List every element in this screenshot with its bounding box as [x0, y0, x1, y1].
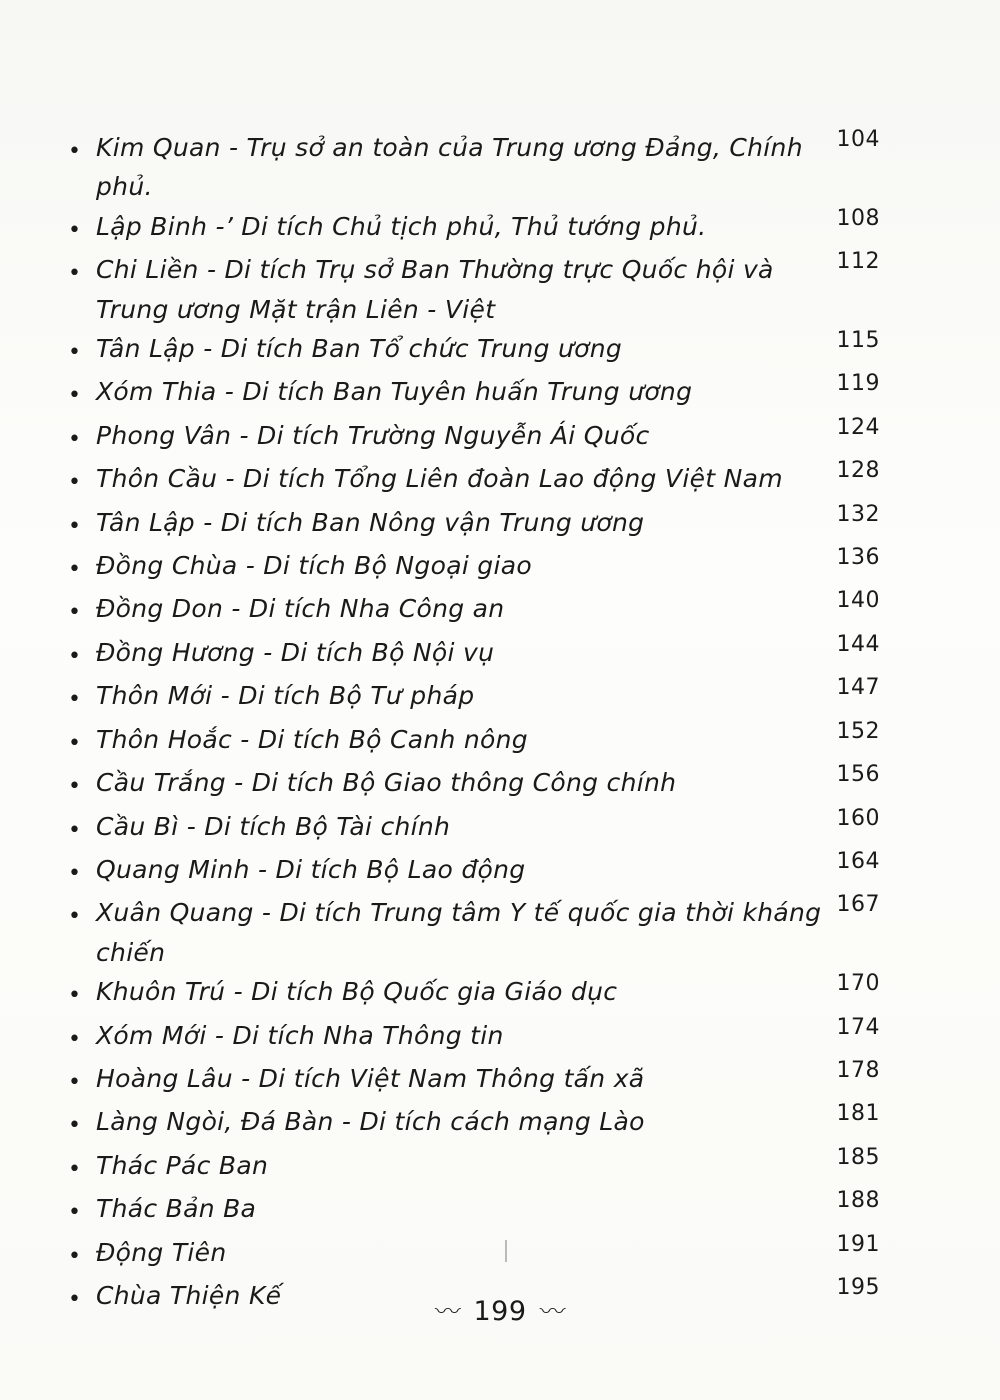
toc-entry-title: Thác Pác Ban — [96, 1150, 269, 1180]
toc-entry-page: 112 — [836, 249, 880, 275]
toc-entry-page: 136 — [836, 545, 880, 571]
flourish-left-icon: 〰 — [434, 1298, 462, 1323]
toc-entry — [68, 633, 938, 676]
toc-entry-title: Cầu Trắng - Di tích Bộ Giao thông Công chính — [96, 768, 677, 798]
toc-entry-page: 170 — [836, 971, 880, 997]
bullet-icon: • — [68, 383, 82, 409]
toc-entry — [68, 972, 938, 1015]
toc-entry-page: 160 — [836, 805, 880, 831]
toc-entry-page: 124 — [836, 414, 880, 440]
page-number: 199 — [473, 1296, 527, 1327]
toc-entry — [68, 416, 938, 459]
bullet-icon: • — [68, 139, 82, 164]
toc-entry — [68, 1059, 938, 1102]
bullet-icon: • — [68, 904, 82, 930]
toc-entry-page: 164 — [836, 848, 880, 874]
toc-entry — [68, 1189, 938, 1232]
bullet-icon: • — [68, 774, 82, 800]
toc-entry — [68, 807, 938, 850]
toc-entry — [68, 893, 938, 972]
toc-entry-title: Động Tiên — [96, 1237, 227, 1267]
bullet-icon: • — [68, 557, 82, 583]
toc-entry — [68, 1146, 938, 1189]
bullet-icon: • — [68, 817, 82, 843]
bullet-icon: • — [68, 1069, 82, 1095]
bullet-icon: • — [68, 983, 82, 1009]
toc-entry-page: 185 — [836, 1144, 880, 1170]
toc-entry-title: Xuân Quang - Di tích Trung tâm Y tế quốc gia thời kháng chiến — [96, 898, 822, 967]
toc-entry — [68, 546, 938, 589]
bullet-icon: • — [68, 687, 82, 713]
toc-entry-title: Tân Lập - Di tích Ban Tổ chức Trung ương — [96, 334, 623, 364]
toc-entry-page: 104 — [836, 127, 880, 152]
toc-entry — [68, 1016, 938, 1059]
toc-entry-page: 178 — [836, 1057, 880, 1083]
bullet-icon: • — [68, 1113, 82, 1139]
toc-entry-page: 191 — [836, 1231, 880, 1257]
bullet-icon: • — [68, 217, 82, 243]
toc-entry-page: 152 — [836, 718, 880, 744]
toc-entry — [68, 676, 938, 719]
toc-entry-page: 181 — [836, 1101, 880, 1127]
toc-entry-title: Xóm Mới - Di tích Nha Thông tin — [96, 1020, 504, 1050]
toc-entry-title: Làng Ngòi, Đá Bàn - Di tích cách mạng Lào — [96, 1107, 645, 1137]
toc-entry-title: Cầu Bì - Di tích Bộ Tài chính — [96, 811, 451, 841]
toc-entry — [68, 372, 938, 415]
bullet-icon: • — [68, 340, 82, 366]
toc-entry-title: Tân Lập - Di tích Ban Nông vận Trung ương — [96, 507, 645, 537]
bullet-icon: • — [68, 513, 82, 539]
toc-entry — [68, 503, 938, 546]
toc-entry-page: 140 — [836, 588, 880, 614]
toc-entry-page: 156 — [836, 762, 880, 788]
toc-entry-title: Hoàng Lâu - Di tích Việt Nam Thông tấn xã — [96, 1063, 645, 1093]
bullet-icon: • — [68, 1156, 82, 1182]
bullet-icon: • — [68, 426, 82, 452]
toc-entry-page: 128 — [836, 458, 880, 484]
bullet-icon: • — [68, 1286, 82, 1312]
toc-entry-title: Khuôn Trú - Di tích Bộ Quốc gia Giáo dục — [96, 977, 618, 1007]
bullet-icon: • — [68, 1243, 82, 1269]
toc-entry — [68, 250, 938, 329]
toc-entry — [68, 207, 938, 250]
toc-entry — [68, 459, 938, 502]
toc-entry-title: Chi Liền - Di tích Trụ sở Ban Thường trực Quốc hội và Trung ương Mặt trận Liên - Việt — [96, 255, 774, 324]
toc-entry-page: 147 — [836, 675, 880, 701]
toc-entry-page: 119 — [836, 371, 880, 397]
toc-entry-page: 108 — [836, 205, 880, 231]
toc-entry-title: Thôn Cầu - Di tích Tổng Liên đoàn Lao động Việt Nam — [96, 464, 783, 494]
toc-entry-page: 167 — [836, 892, 880, 918]
toc-entry — [68, 128, 938, 207]
toc-entry-page: 195 — [836, 1274, 880, 1300]
toc-entry-title: Thác Bản Ba — [96, 1194, 257, 1224]
toc-entry — [68, 763, 938, 806]
toc-entry-title: Đồng Hương - Di tích Bộ Nội vụ — [96, 637, 495, 667]
flourish-right-icon: 〰 — [538, 1298, 566, 1323]
page-footer — [0, 1292, 1000, 1333]
bullet-icon: • — [68, 470, 82, 496]
toc-entry-title: Chùa Thiện Kế — [96, 1280, 282, 1310]
toc-entry-page: 188 — [836, 1188, 880, 1214]
toc-entry — [68, 329, 938, 372]
bullet-icon: • — [68, 600, 82, 626]
bullet-icon: • — [68, 261, 82, 287]
print-speck — [505, 1240, 507, 1262]
toc-entry — [68, 850, 938, 893]
toc-entry-title: Xóm Thia - Di tích Ban Tuyên huấn Trung ương — [96, 377, 693, 407]
bullet-icon: • — [68, 643, 82, 669]
toc-entry — [68, 720, 938, 763]
bullet-icon: • — [68, 1200, 82, 1226]
toc-entry-title: Lập Binh -’ Di tích Chủ tịch phủ, Thủ tướng phủ. — [96, 211, 707, 241]
toc-entry — [68, 1233, 938, 1276]
toc-entry-title: Đồng Chùa - Di tích Bộ Ngoại giao — [96, 551, 532, 581]
toc-entry-page: 115 — [836, 328, 880, 354]
toc-entry-title: Đồng Don - Di tích Nha Công an — [96, 594, 505, 624]
toc-entry-page: 132 — [836, 501, 880, 527]
toc-entry-page: 174 — [836, 1014, 880, 1040]
toc-entry-title: Thôn Mới - Di tích Bộ Tư pháp — [96, 681, 475, 711]
bullet-icon: • — [68, 730, 82, 756]
toc-entry-title: Quang Minh - Di tích Bộ Lao động — [96, 854, 526, 884]
toc-entry-title: Thôn Hoắc - Di tích Bộ Canh nông — [96, 724, 528, 754]
table-of-contents — [68, 128, 938, 1319]
bullet-icon: • — [68, 1026, 82, 1052]
toc-entry-title: Kim Quan - Trụ sở an toàn của Trung ương Đảng, Chính phủ. — [96, 133, 803, 202]
toc-entry — [68, 589, 938, 632]
toc-entry-page: 144 — [836, 631, 880, 657]
bullet-icon: • — [68, 860, 82, 886]
toc-entry — [68, 1102, 938, 1145]
toc-entry-title: Phong Vân - Di tích Trường Nguyễn Ái Quốc — [96, 420, 650, 450]
